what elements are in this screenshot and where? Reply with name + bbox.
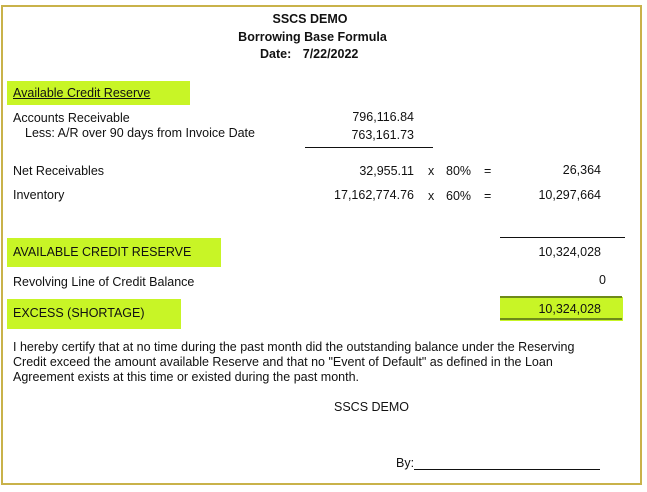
excess-label: EXCESS (SHORTAGE)	[13, 306, 145, 320]
net-receivables-label: Net Receivables	[13, 164, 105, 178]
certification-line-2: Credit exceed the amount available Reserve and that no "Event of Default" as defined in the Loan	[13, 355, 553, 369]
available-total-rule	[500, 237, 625, 238]
net-receivables-amount: 32,955.11	[359, 164, 414, 178]
ar-label: Accounts Receivable	[13, 111, 130, 125]
excess-bottom-rule	[500, 318, 622, 320]
available-label: AVAILABLE CREDIT RESERVE	[13, 245, 192, 259]
net-receivables-pct: 80%	[446, 164, 472, 178]
inventory-pct: 60%	[446, 189, 472, 203]
section-heading: Available Credit Reserve	[13, 86, 151, 100]
inventory-result: 10,297,664	[538, 188, 601, 202]
ar-subtotal-rule	[305, 147, 433, 148]
inventory-label: Inventory	[13, 188, 65, 202]
net-receivables-times: x	[428, 164, 435, 178]
inventory-equals: =	[484, 189, 492, 203]
date-value: 7/22/2022	[302, 47, 359, 61]
net-receivables-equals: =	[484, 164, 492, 178]
signature-line[interactable]	[414, 469, 600, 470]
available-value: 10,324,028	[538, 245, 601, 259]
net-receivables-result: 26,364	[562, 163, 601, 177]
revolving-label: Revolving Line of Credit Balance	[13, 275, 195, 289]
certification-line-3: Agreement exists at this time or existed during the past month.	[13, 370, 360, 384]
ar-less-value: 763,161.73	[351, 128, 414, 142]
ar-value: 796,116.84	[352, 110, 414, 124]
date-line	[260, 47, 358, 62]
excess-top-rule	[500, 296, 622, 298]
company-title: SSCS DEMO	[272, 12, 348, 26]
excess-value: 10,324,028	[538, 302, 601, 316]
inventory-amount: 17,162,774.76	[334, 188, 414, 202]
date-label: Date:	[260, 47, 292, 61]
inventory-times: x	[428, 189, 435, 203]
form-title: Borrowing Base Formula	[238, 30, 387, 44]
signature-company: SSCS DEMO	[334, 400, 410, 414]
by-label: By:	[396, 456, 415, 470]
revolving-value: 0	[599, 273, 606, 287]
ar-less-label: Less: A/R over 90 days from Invoice Date	[25, 126, 255, 140]
certification-line-1: I hereby certify that at no time during the past month did the outstanding balance under the Reserving	[13, 340, 575, 354]
